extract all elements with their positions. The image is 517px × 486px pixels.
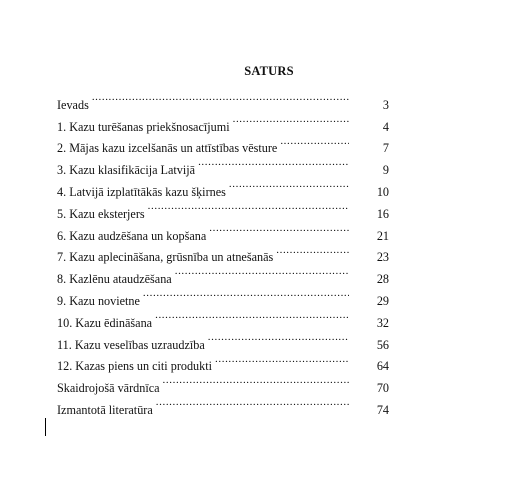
- toc-entry-page: 7: [382, 141, 389, 156]
- toc-entry-page: 3: [382, 97, 389, 112]
- dot-leader: [229, 174, 349, 196]
- dot-leader: [155, 305, 349, 327]
- toc-entry-page: 64: [376, 359, 389, 374]
- toc-title: SATURS: [244, 64, 294, 78]
- dot-leader: [148, 196, 349, 218]
- toc-entry-page: 16: [376, 206, 389, 221]
- dot-leader: [276, 240, 349, 262]
- toc-entry-label: 9. Kazu novietne: [57, 293, 140, 308]
- text-cursor[interactable]: [45, 418, 46, 436]
- toc-entry-label: Ievads: [57, 97, 89, 112]
- toc-entry-page: 28: [376, 272, 389, 287]
- toc-entry: [57, 109, 389, 134]
- toc-entry-page: 10: [376, 184, 389, 199]
- toc-entry-page: 74: [376, 402, 389, 417]
- toc-entry-label: 4. Latvijā izplatītākās kazu šķirnes: [57, 184, 226, 199]
- toc-entry-label: 6. Kazu audzēšana un kopšana: [57, 228, 207, 243]
- dot-leader: [215, 349, 349, 371]
- toc-entry-label: 3. Kazu klasifikācija Latvijā: [57, 163, 196, 178]
- toc-entry-page: 21: [376, 228, 389, 243]
- toc-entry-label: 12. Kazas piens un citi produkti: [57, 359, 213, 374]
- toc-entry-page: 29: [376, 293, 389, 308]
- toc-entry-page: 32: [376, 315, 389, 330]
- toc-entry-page: 9: [382, 163, 389, 178]
- dot-leader: [280, 131, 349, 153]
- dot-leader: [233, 109, 349, 131]
- toc-entry-label: 11. Kazu veselības uzraudzība: [57, 337, 205, 352]
- dot-leader: [209, 218, 349, 240]
- toc-entry-label: 5. Kazu eksterjers: [57, 206, 145, 221]
- toc-entry-label: 7. Kazu aplecināšana, grūsnība un atnešanās: [57, 250, 274, 265]
- dot-leader: [92, 87, 349, 109]
- toc-entry-label: Skaidrojošā vārdnīca: [57, 381, 160, 396]
- toc-entry-label: 2. Mājas kazu izcelšanās un attīstības vēsture: [57, 141, 278, 156]
- toc-entry-page: 23: [376, 250, 389, 265]
- toc-entry-label: 1. Kazu turēšanas priekšnosacījumi: [57, 119, 230, 134]
- toc-entry-label: 8. Kazlēnu ataudzēšana: [57, 272, 172, 287]
- dot-leader: [198, 152, 349, 174]
- toc-entry-label: 10. Kazu ēdināšana: [57, 315, 153, 330]
- toc-entry: [57, 87, 389, 112]
- dot-leader: [175, 261, 349, 283]
- dot-leader: [163, 370, 349, 392]
- dot-leader: [156, 392, 349, 414]
- table-of-contents: [57, 87, 389, 417]
- dot-leader: [143, 283, 349, 305]
- toc-entry-page: 4: [382, 119, 389, 134]
- dot-leader: [208, 327, 349, 349]
- toc-entry-page: 56: [376, 337, 389, 352]
- toc-entry-page: 70: [376, 381, 389, 396]
- toc-entry-label: Izmantotā literatūra: [57, 402, 153, 417]
